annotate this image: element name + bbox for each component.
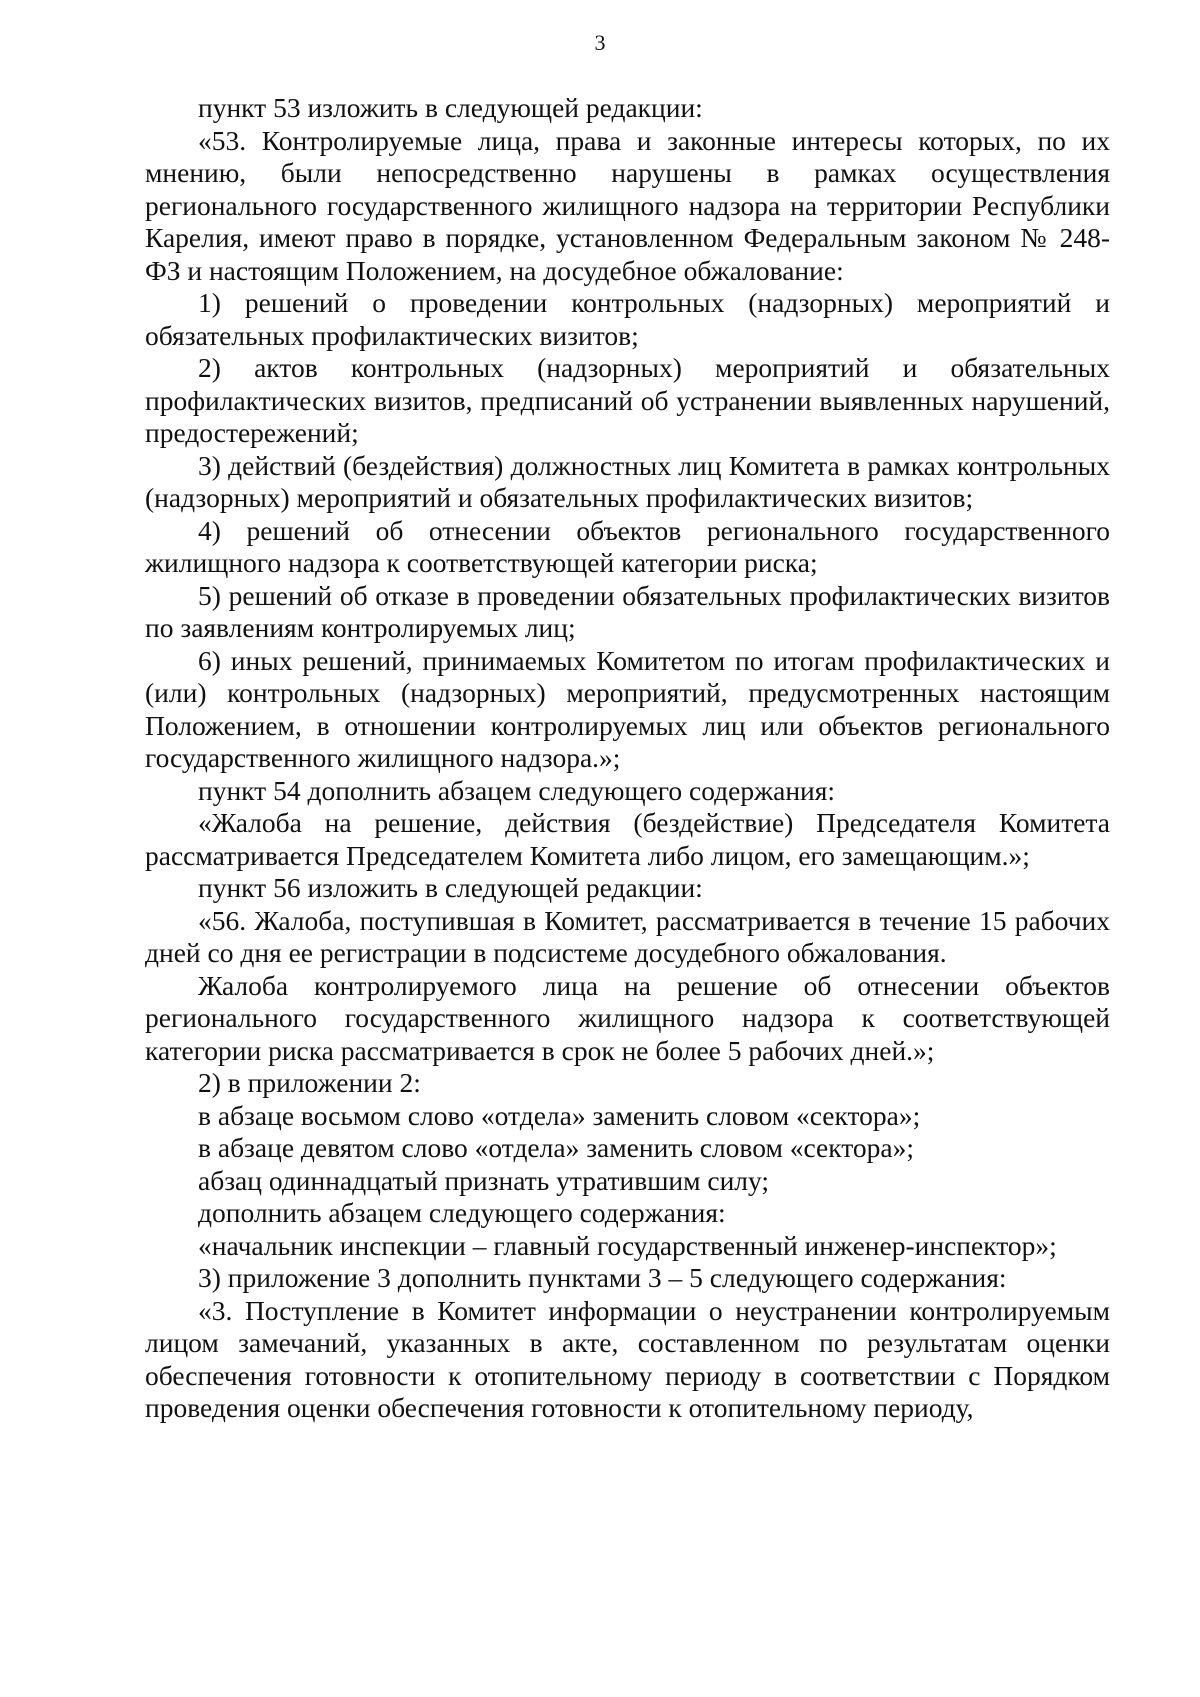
paragraph: 5) решений об отказе в проведении обязательных профилактических визитов по заявлениям контролируемых лиц; [145,579,1110,643]
paragraph: 2) в приложении 2: [198,1067,421,1098]
paragraph: пункт 56 изложить в следующей редакции: [198,872,703,903]
paragraph: «Жалоба на решение, действия (бездействие) Председателя Комитета рассматривается Председателем Комитета либо лицом, его замещающим.»; [145,807,1110,871]
paragraph: абзац одиннадцатый признать утратившим силу; [198,1164,770,1196]
paragraph: «3. Поступление в Комитет информации о неустранении контролируемым лицом замечаний, указанных в акте, составленном по результатам оценки обеспечения готовности к отопительному периоду в соответствии с Порядком проведения оценки обеспечения готовности к отопительному периоду, [145,1294,1110,1423]
paragraph: в абзаце восьмом слово «отдела» заменить словом «сектора»; [198,1099,921,1131]
paragraph: 6) иных решений, принимаемых Комитетом по итогам профилактических и (или) контрольных (надзорных) мероприятий, предусмотренных настоящим Положением, в отношении контролируемых лиц или объектов регионального государственного жилищного надзора.»; [145,644,1110,773]
paragraph: 3) приложение 3 дополнить пунктами 3 – 5 следующего содержания: [198,1262,1007,1293]
paragraph: «начальник инспекции – главный государственный инженер-инспектор»; [198,1229,1057,1261]
paragraph: 3) действий (бездействия) должностных лиц Комитета в рамках контрольных (надзорных) мероприятий и обязательных профилактических визитов; [145,449,1110,513]
paragraph: пункт 54 дополнить абзацем следующего содержания: [198,774,836,806]
paragraph: 2) актов контрольных (надзорных) мероприятий и обязательных профилактических визитов, предписаний об устранении выявленных нарушений, предостережений; [145,352,1110,448]
paragraph: 1) решений о проведении контрольных (надзорных) мероприятий и обязательных профилактических визитов; [145,287,1110,351]
document-body [145,92,1110,1425]
paragraph: дополнить абзацем следующего содержания: [198,1197,726,1228]
page-number: 3 [594,30,606,55]
paragraph: Жалоба контролируемого лица на решение об отнесении объектов регионального государственного жилищного надзора к соответствующей категории риска рассматривается в срок не более 5 рабочих дней.»; [145,969,1110,1066]
paragraph: «53. Контролируемые лица, права и законные интересы которых, по их мнению, были непосредственно нарушены в рамках осуществления регионального государственного жилищного надзора на территории Республики Карелия, имеют право в порядке, установленном Федеральным законом № 248-ФЗ и настоящим Положением, на досудебное обжалование: [145,124,1110,286]
paragraph: пункт 53 изложить в следующей редакции: [198,92,703,123]
paragraph: в абзаце девятом слово «отдела» заменить словом «сектора»; [198,1132,914,1163]
paragraph: «56. Жалоба, поступившая в Комитет, рассматривается в течение 15 рабочих дней со дня ее регистрации в подсистеме досудебного обжалования. [145,904,1110,968]
paragraph: 4) решений об отнесении объектов регионального государственного жилищного надзора к соответствующей категории риска; [145,514,1110,578]
